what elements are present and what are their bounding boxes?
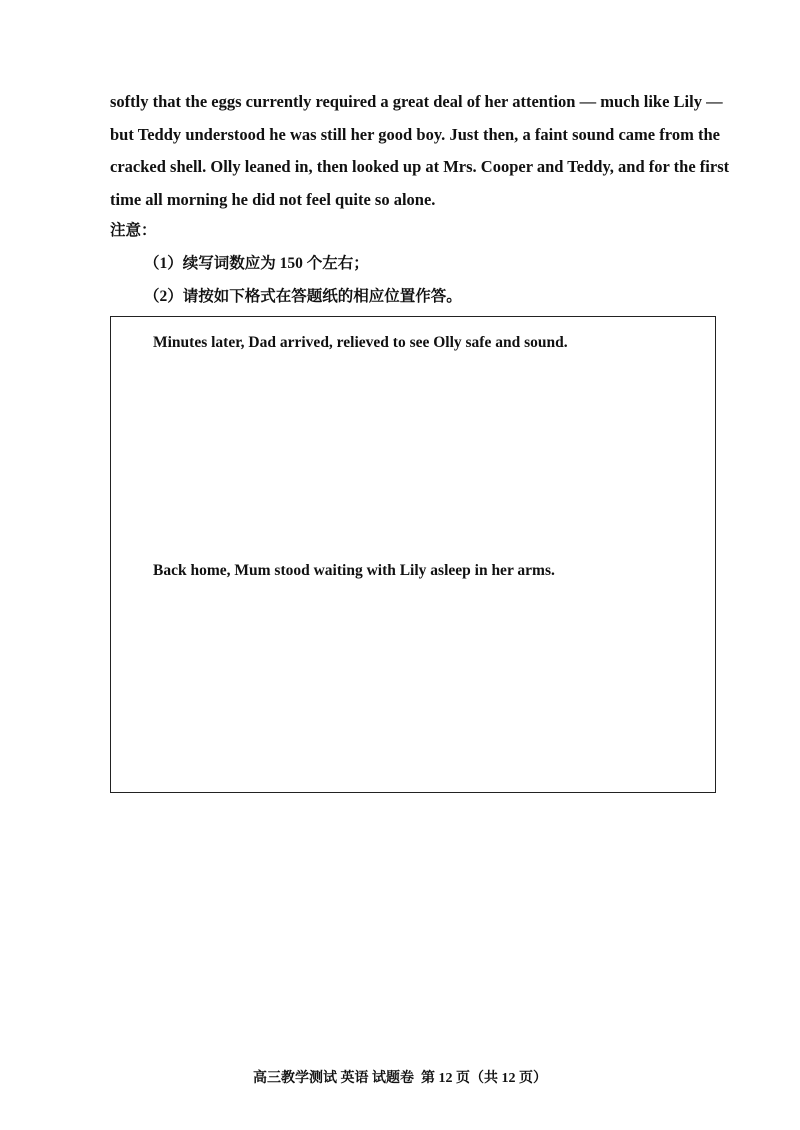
- passage-line-1: softly that the eggs currently required a great deal of her attention — much like Lily —: [110, 92, 723, 111]
- passage-line-2: but Teddy understood he was still her good boy. Just then, a faint sound came from the: [110, 124, 720, 144]
- story-passage: [110, 86, 730, 216]
- writing-answer-box: [110, 316, 716, 793]
- paragraph-1-opening: Minutes later, Dad arrived, relieved to see Olly safe and sound.: [153, 334, 568, 351]
- paragraph-2-opening: Back home, Mum stood waiting with Lily asleep in her arms.: [153, 562, 555, 579]
- note-answer-format: （2）请按如下格式在答题纸的相应位置作答。: [144, 288, 462, 305]
- notes-heading: 注意：: [110, 222, 157, 239]
- passage-line-3: cracked shell. Olly leaned in, then looked up at Mrs. Cooper and Teddy, and for the first: [110, 157, 730, 176]
- note-word-count: （1）续写词数应为 150 个左右；: [144, 255, 369, 272]
- passage-line-4: time all morning he did not feel quite so alone.: [110, 189, 436, 209]
- page-footer: 高三教学测试 英语 试题卷 第 12 页（共 12 页）: [253, 1071, 547, 1086]
